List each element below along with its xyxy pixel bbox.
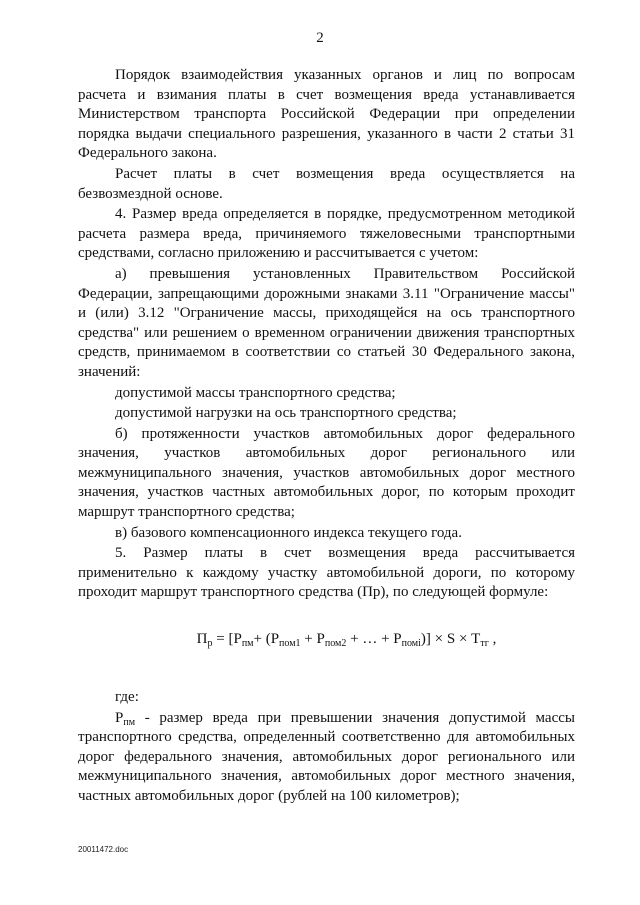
formula-end-sub: тг — [480, 638, 489, 650]
formula-term3: + Р — [300, 631, 325, 648]
formula-lhs: П — [196, 631, 208, 648]
paragraph-permissible-mass: допустимой массы транспортного средства; — [115, 384, 396, 401]
file-name-footer: 20011472.doc — [78, 845, 129, 854]
paragraph-free-of-charge: Расчет платы в счет возмещения вреда осуществляется на безвозмездной основе. — [78, 165, 575, 202]
paragraph-subitem-c: в) базового компенсационного индекса текущего года. — [115, 524, 462, 541]
paragraph-procedure: Порядок взаимодействия указанных органов и лиц по вопросам расчета и взимания платы в счет возмещения вреда устанавливается Министерством транспорта Российской Федерации при определении порядка выдачи специального разрешения, указанного в части 2 статьи 31 Федерального закона. — [78, 67, 575, 162]
formula-term4: + … + Р — [346, 631, 402, 648]
formula-term1-sub: пм — [241, 638, 254, 650]
formula-term2-sub: пом1 — [279, 638, 301, 650]
paragraph-subitem-b: б) протяженности участков автомобильных дорог федерального значения, участков автомобильных дорог регионального или межмуниципального значения, участков автомобильных дорог местного значения, участков частных автомобильных дорог, по которым проходит маршрут транспортного средства; — [78, 425, 575, 521]
paragraph-item-4: 4. Размер вреда определяется в порядке, предусмотренном методикой расчета размера вреда, причиняемого тяжеловесными транспортными средствами, согласно приложению и рассчитывается с учетом: — [78, 206, 575, 262]
paragraph-permissible-axle-load: допустимой нагрузки на ось транспортного средства; — [115, 405, 457, 422]
page-number: 2 — [316, 30, 324, 46]
formula-lhs-sub: р — [207, 638, 213, 650]
document-body — [78, 66, 575, 807]
paragraph-subitem-a: а) превышения установленных Правительством Российской Федерации, запрещающими дорожными знаками 3.11 "Ограничение массы" и (или) 3.12 "Ограничение массы, приходящейся на ось транспортного средства" или решением о временном ограничении движения транспортных средств, принимаемом в соответствии со статьей 30 Федерального закона, значений: — [78, 265, 575, 380]
definition-ppm — [78, 709, 575, 807]
formula-term2: + (Р — [253, 631, 280, 648]
definition-symbol-sub: пм — [123, 716, 136, 728]
formula-close: )] × S × Т — [420, 631, 481, 648]
payment-formula — [78, 631, 575, 648]
where-label: где: — [115, 689, 139, 706]
definition-symbol: Р — [115, 709, 124, 726]
formula-term3-sub: пом2 — [324, 638, 347, 650]
paragraph-item-5: 5. Размер платы в счет возмещения вреда рассчитывается применительно к каждому участку автомобильной дороги, по которому проходит маршрут транспортного средства (Пр), по следующей формуле: — [78, 545, 575, 601]
formula-end: , — [488, 631, 497, 648]
definition-text: - размер вреда при превышении значения допустимой массы транспортного средства, определенный соответственно для автомобильных дорог федерального значения, автомобильных дорог регионального или межмуниципального значения, автомобильных дорог местного значения, частных автомобильных дорог (рублей на 100 километров); — [78, 709, 575, 804]
formula-open: = [Р — [212, 631, 242, 648]
formula-term4-sub: помi — [401, 638, 421, 650]
